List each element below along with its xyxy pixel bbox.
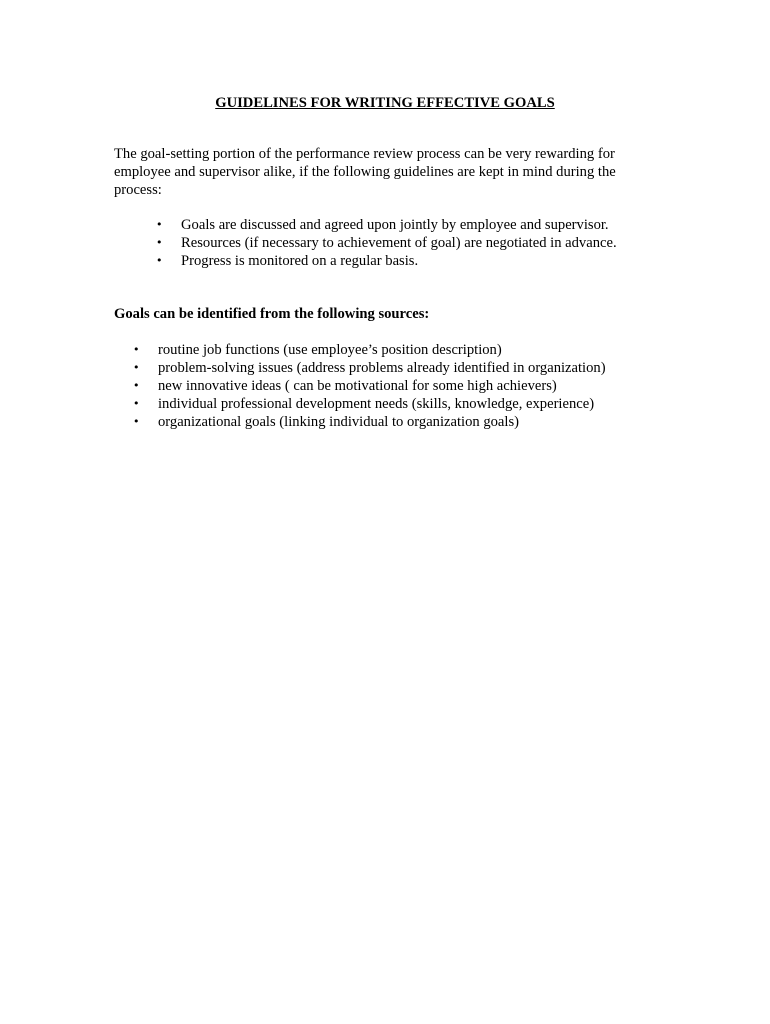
guideline-text: Progress is monitored on a regular basis. — [181, 253, 419, 269]
intro-paragraph: The goal-setting portion of the performance review process can be very rewarding for employee and supervisor alike, if the following guidelines are kept in mind during the process: — [114, 146, 616, 198]
document-title: GUIDELINES FOR WRITING EFFECTIVE GOALS — [215, 95, 555, 111]
bullet-icon: • — [133, 343, 140, 356]
bullet-icon: • — [133, 415, 140, 428]
bullet-icon: • — [133, 397, 140, 410]
guideline-text: Resources (if necessary to achievement of goal) are negotiated in advance. — [181, 235, 617, 251]
source-text: individual professional development needs (skills, knowledge, experience) — [158, 396, 595, 412]
sources-heading: Goals can be identified from the following sources: — [114, 306, 430, 322]
bullet-icon: • — [156, 236, 163, 249]
bullet-icon: • — [133, 379, 140, 392]
source-text: problem-solving issues (address problems already identified in organization) — [158, 360, 606, 376]
source-text: organizational goals (linking individual to organization goals) — [158, 414, 519, 430]
bullet-icon: • — [156, 218, 163, 231]
bullet-icon: • — [133, 361, 140, 374]
bullet-icon: • — [156, 254, 163, 267]
source-text: routine job functions (use employee’s position description) — [158, 342, 502, 358]
source-text: new innovative ideas ( can be motivational for some high achievers) — [158, 378, 557, 394]
guideline-text: Goals are discussed and agreed upon jointly by employee and supervisor. — [181, 217, 609, 233]
